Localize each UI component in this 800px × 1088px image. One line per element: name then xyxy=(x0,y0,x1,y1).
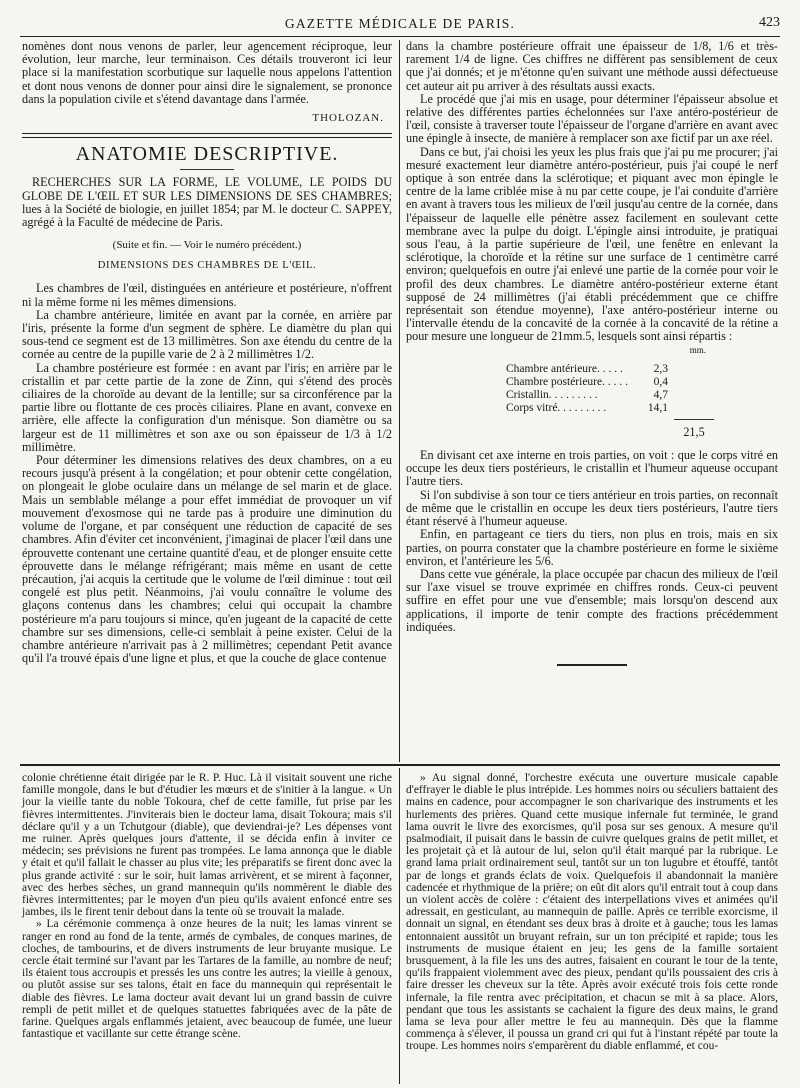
paragraph: Dans cette vue générale, la place occupée par chacun des milieux de l'œil sur l'axe visuel se trouve exprimée en chiffres ronds. Ceux-ci peuvent suffire en effet pour une vue d'ensemble; mais lorsqu'on descend aux applications, il importe de tenir compte des fractions précédemment indiquées. xyxy=(406,566,778,634)
paragraph: Le procédé que j'ai mis en usage, pour déterminer l'épaisseur absolue et relative des différentes parties échelonnées sur l'axe antéro-postérieur de l'œil, consiste à traverser toute l'épaisseur de l'organe d'arrière en avant avec une épingle à insecte, de manière à remplacer son axe fictif par un axe réel. xyxy=(406,91,778,146)
column-divider-bottom xyxy=(399,768,400,1084)
article-title: RECHERCHES SUR LA FORME, LE VOLUME, LE POIDS DU GLOBE DE L'ŒIL ET SUR LES DIMENSIONS DE SES CHAMBRES; lues à la Société de biologie, en juillet 1854; par M. le docteur C. SAPPEY, agrégé à la Faculté de médecine de Paris. xyxy=(22,175,392,230)
subheading: DIMENSIONS DES CHAMBRES DE L'ŒIL. xyxy=(97,260,317,272)
section-title: ANATOMIE DESCRIPTIVE. xyxy=(75,143,339,166)
table-unit: mm. xyxy=(689,344,706,355)
journal-title: GAZETTE MÉDICALE DE PARIS. xyxy=(284,16,516,31)
paragraph: colonie chrétienne était dirigée par le R. P. Huc. Là il visitait souvent une riche famille mongole, dans le but d'étudier les mœurs et de s'initier à la langue. « Un jour la vieille tante du noble Tokoura, chef de cette famille, fut prise par les fièvres intermittentes. J'inviterais bien le docteur lama, disait Tokoura; mais s'il déclare qu'il y a un Tchutgour (diable), que deviendrai-je? Les dépenses vont me ruiner. Après quelques jours d'attente, il se décida enfin à inviter ce médecin; ses prévisions ne furent pas trompées. Le lama annonça que le diable y était et qu'il fallait le chasser au plus vite; les préparatifs se firent donc avec la plus grande activité : sur le soir, huit lamas arrivèrent, et se mirent à façonner, avec des herbes sèches, un grand mannequin qu'ils nommèrent le diable des fièvres intermittentes; par le moyen d'un pieu qu'ils avaient enfoncé entre ses jambes, ils le firent tenir debout dans la tente où se trouvait la malade. xyxy=(22,772,392,919)
paragraph: En divisant cet axe interne en trois parties, on voit : que le corps vitré en occupe les deux tiers postérieurs, le cristallin et l'humeur aqueuse occupant l'autre tiers. xyxy=(406,448,778,489)
right-column-bottom xyxy=(406,772,778,1053)
right-column-top xyxy=(406,40,778,666)
paragraph: La chambre antérieure, limitée en avant par la cornée, en arrière par l'iris, présente la forme d'un segment de sphère. Le diamètre du plan qui sous-tend ce segment est de 13 millimètres. Son axe étendu du centre de la cornée au centre de la pupille varie de 2 à 2 millimètres 1/2. xyxy=(22,307,392,362)
paragraph: Enfin, en partageant ce tiers du tiers, non plus en trois, mais en six parties, on pourra constater que la chambre postérieure en forme le sixième environ, et l'antérieure les 5/6. xyxy=(406,527,778,568)
table-label: Chambre antérieure. . . . . xyxy=(506,362,623,375)
table-value: 14,1 xyxy=(647,401,668,414)
intro-paragraph: nomènes dont nous venons de parler, leur agencement réciproque, leur évolution, leur marche, leur terminaison. Ces détails trouveront ici leur place si la manifestation scorbutique sur laquelle nous appelons l'attention et dont nous venons de donner pour ainsi dire le signalement, se prononce dans la population civile et s'étend davantage dans l'armée. xyxy=(22,39,392,106)
paragraph: Les chambres de l'œil, distinguées en antérieure et postérieure, n'offrent ni la même forme ni les mêmes dimensions. xyxy=(22,281,392,309)
short-rule xyxy=(180,169,234,170)
end-rule xyxy=(557,664,627,666)
paragraph: dans la chambre postérieure offrait une épaisseur de 1/8, 1/6 et très-rarement 1/4 de ligne. Ces chiffres ne diffèrent pas sensiblement de ceux que j'ai donnés; et je m'étonne qu'en suivant une méthode aussi défectueuse cet auteur ait pu arriver à des résultats aussi exacts. xyxy=(406,39,778,93)
table-value: 2,3 xyxy=(653,362,668,375)
table-row xyxy=(504,402,670,415)
table-row xyxy=(504,363,670,376)
table-label: Corps vitré. . . . . . . . . xyxy=(506,401,607,414)
table-row xyxy=(504,389,670,402)
table-value: 0,4 xyxy=(653,375,668,388)
left-column-bottom xyxy=(22,772,392,1040)
paragraph: Dans ce but, j'ai choisi les yeux les plus frais que j'ai pu me procurer; j'ai mesuré exactement leur diamètre antéro-postérieur, puis j'ai coupé le nerf optique à son entrée dans la sclérotique; et piquant avec mon épingle le centre de la lame criblée mise à nu par cette coupe, je l'ai conduite d'arrière en avant à travers tous les milieux de l'œil jusqu'au centre de la cornée, dans l'épaisseur de laquelle elle pénètre assez facilement en soulevant cette membrane avec la pulpe du doigt. L'épingle ainsi introduite, je pratiquai sous l'eau, à la partie supérieure de l'œil, une fenêtre en enlevant la sclérotique, la choroïde et la rétine sur une surface de 1 centimètre carré environ; quelquefois en outre j'ai enlevé une partie de la cornée pour voir le profil des deux chambres. Le diamètre antéro-postérieur externe étant supposé de 24 millimètres (j'ai établi précédemment que ce chiffre représentait son étendue moyenne), l'axe antéro-postérieur interne ou l'intervalle étendu de la concavité de la cornée à la concavité de la rétine a pour mesure une longueur de 21mm.5, lesquels sont ainsi répartis : xyxy=(406,144,778,344)
left-column-top xyxy=(22,40,392,665)
paragraph: » La cérémonie commença à onze heures de la nuit; les lamas vinrent se ranger en rond au fond de la tente, armés de cymbales, de conques marines, de cloches, de tambourins, et de divers instruments de leur bruyante musique. Le cercle était terminé sur l'avant par les Tartares de la famille, au nombre de neuf; ils étaient tous accroupis et pressés les uns contre les autres; la vieille à genoux, ou plutôt assise sur ses talons, était en face du mannequin qui représentait le diable des fièvres. Le lama docteur avait devant lui un grand bassin de cuivre rempli de petit millet et de quelques statuettes fabriquées avec de la pâte de farine. Quelques argals enflammés jetaient, avec beaucoup de fumée, une lueur fantastique et vacillante sur cette étrange scène. xyxy=(22,918,392,1041)
column-divider-top xyxy=(399,40,400,762)
table-row xyxy=(504,376,670,389)
paragraph: Pour déterminer les dimensions relatives des deux chambres, on a eu recours jusqu'à présent à la congélation; et pour obtenir cette congélation, on plongeait le globe oculaire dans un mélange de sel marin et de glace. Mais un semblable mélange a pour effet immédiat de provoquer un vif mouvement d'exosmose qui ne tarde pas à produire une diminution du volume de l'organe, et par conséquent une réduction de capacité de ses chambres. Afin d'éviter cet inconvénient, j'imaginai de placer l'œil dans une éprouvette contenant une certaine quantité d'eau, et de plonger ensuite cette éprouvette dans le mélange réfrigérant; mais même en usant de cette précaution, j'ai acquis la certitude que le volume de l'œil diminue : tout œil congelé est plus petit. Néanmoins, j'ai voulu connaître le volume des glaçons contenus dans les chambres; celui qui occupait la chambre postérieure m'a paru toujours si mince, qu'en jugeant de la capacité de cette chambre sur ses dimensions, celle-ci semblait à peine exister. Celui de la chambre antérieure n'arrivait pas à 2 millimètres; cependant Petit avance qu'il l'a trouvé épais d'une ligne et plus, et que la couche de glace contenue xyxy=(22,453,392,666)
paragraph: La chambre postérieure est formée : en avant par l'iris; en arrière par le cristallin et par cette partie de la zone de Zinn, qui s'étend des procès ciliaires de la choroïde au devant de la lentille; sur sa circonférence par la partie libre ou flottante de ces procès ciliaires. Plane en avant, convexe en arrière, elle affecte la configuration d'un ménisque. Son diamètre ou sa largeur est de 11 millimètres et son axe ou son épaisseur de 1/3 à 1/2 millimètre. xyxy=(22,360,392,454)
continuation-note: (Suite et fin. — Voir le numéro précédent.) xyxy=(112,239,302,252)
author-signature: THOLOZAN. xyxy=(312,112,384,125)
table-label: Cristallin. . . . . . . . . xyxy=(506,388,598,401)
table-total: 21,5 xyxy=(674,419,714,439)
page-header xyxy=(20,14,780,37)
double-rule xyxy=(22,133,392,138)
paragraph: » Au signal donné, l'orchestre exécuta une ouverture musicale capable d'effrayer le diable le plus intrépide. Les hommes noirs ou séculiers battaient des mains en cadence, pour accompagner le son charivarique des instruments et les hurlements des prières. Quand cette musique infernale fut terminée, le grand lama ouvrit le livre des exorcismes, qu'il posa sur ses genoux. A mesure qu'il psalmodiait, il puisait dans le bassin de cuivre quelques grains de petit millet, et les projetait çà et là autour de lui, selon qu'il était marqué par la rubrique. Le grand lama priait ordinairement seul, tantôt sur un ton lugubre et étouffé, tantôt par de longs et grands éclats de voix. Quelquefois il abandonnait la manière cadencée et rhythmique de la prière; on eût dit alors qu'il entrait tout à coup dans un violent accès de colère : c'étaient des interpellations vives et animées qu'il adressait, en gesticulant, au mannequin de paille. Après ce terrible exorcisme, il donnait un signal, en étendant ses deux bras à droite et à gauche; tous les lamas entonnaient aussitôt un bruyant refrain, sur un ton précipité et rapide; tous les instruments de musique étaient en jeu; les gens de la famille sortaient brusquement, à la file les uns des autres, faisaient en courant le tour de la tente, qu'ils frappaient violemment avec des pieux, pendant qu'ils poussaient des cris à faire dresser les cheveux sur la tête. Après avoir exécuté trois fois cette ronde infernale, la file rentra avec précipitation, et chacun se mit à sa place. Alors, pendant que tous les assistants se cachaient la figure des deux mains, le grand lama se leva pour aller mettre le feu au mannequin. Dès que la flamme commença à s'élever, il poussa un grand cri qui fut à l'instant répété par toute la troupe. Les hommes noirs s'emparèrent du diable enflammé, et cou- xyxy=(406,772,778,1053)
page-number: 423 xyxy=(759,15,780,30)
measurements-table xyxy=(504,363,670,415)
table-label: Chambre postérieure. . . . . xyxy=(506,375,628,388)
table-value: 4,7 xyxy=(653,388,668,401)
section-divider xyxy=(20,764,780,766)
paragraph: Si l'on subdivise à son tour ce tiers antérieur en trois parties, on reconnaît de même que le cristallin en occupe les deux tiers postérieurs, l'autre tiers étant réservé à l'humeur aqueuse. xyxy=(406,487,778,529)
